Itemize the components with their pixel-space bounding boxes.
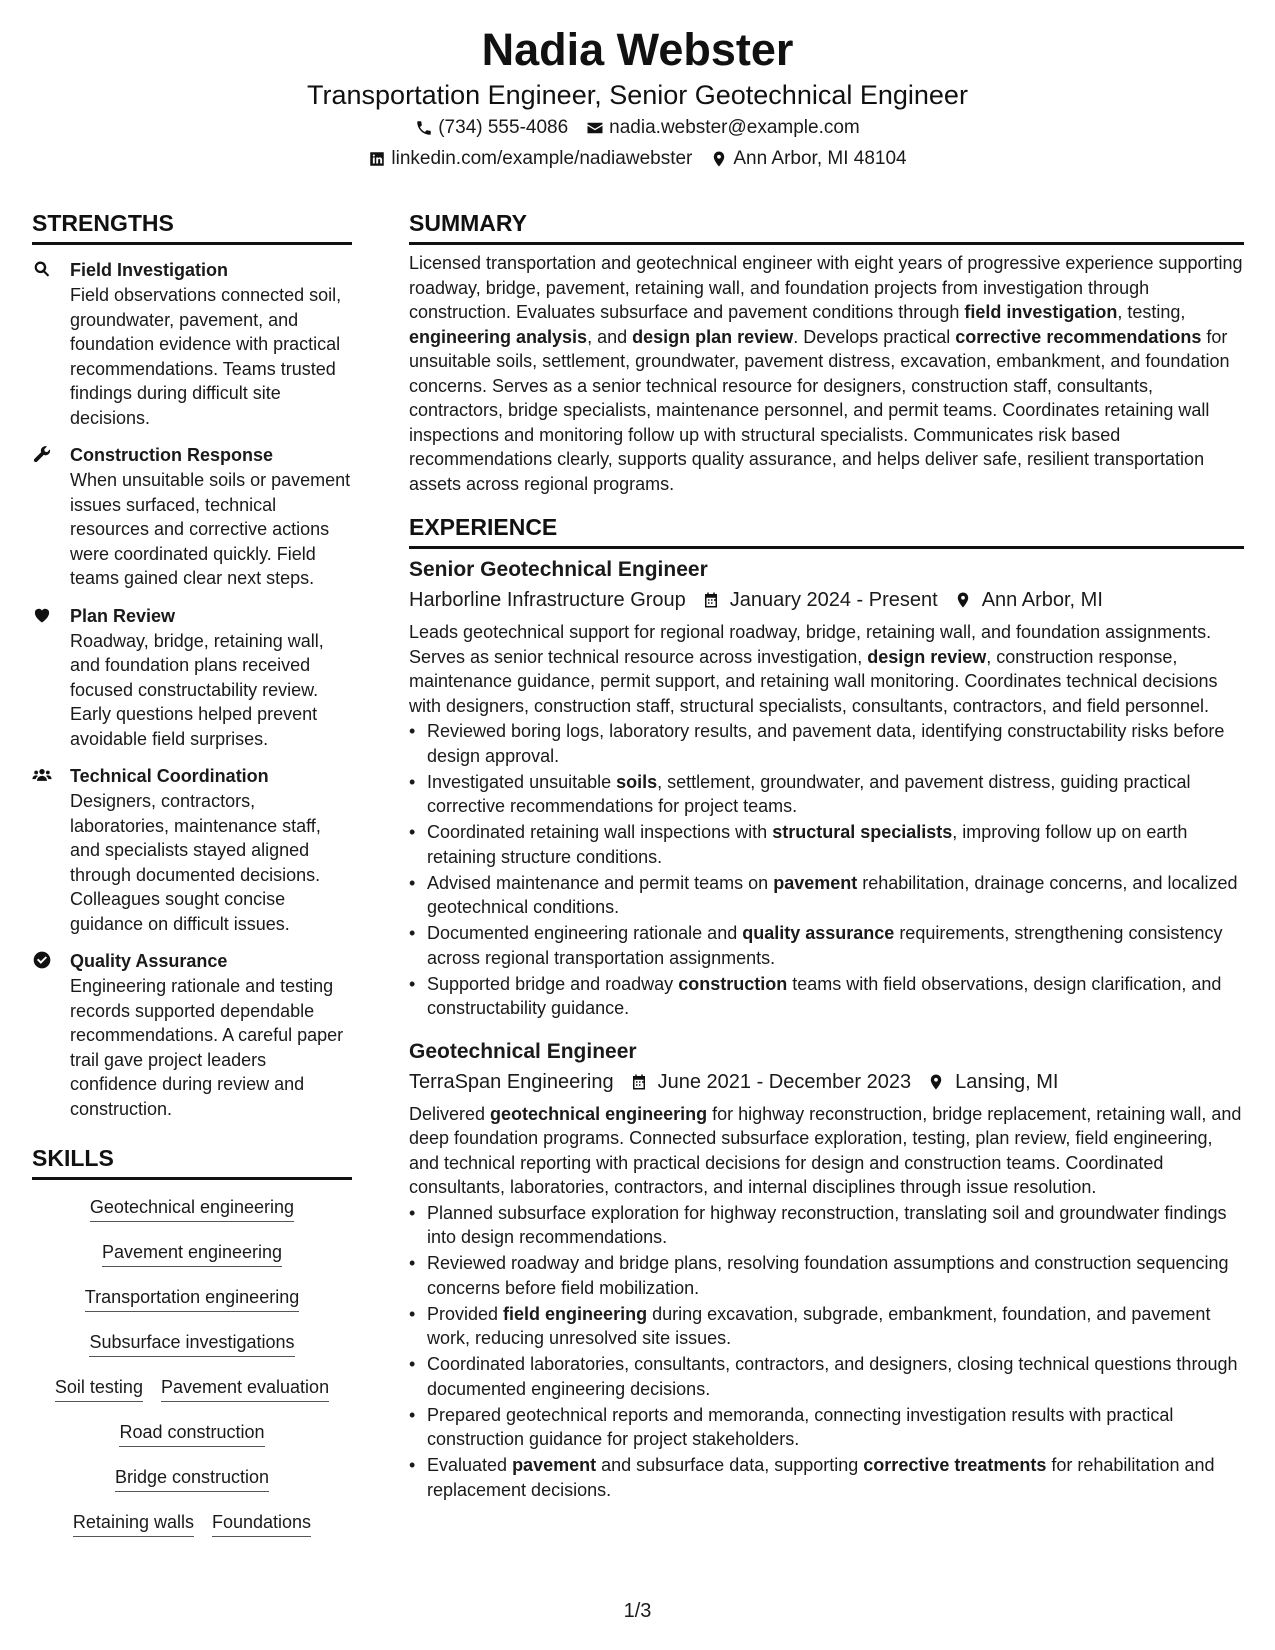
strength-description: Roadway, bridge, retaining wall, and foundation plans received focused constructability review. Early questions helped prevent avoidable field surprises. xyxy=(70,630,324,749)
bullet-item: • Documented engineering rationale and quality assurance requirements, strengthening consistency across regional transportation assignments. xyxy=(409,921,1244,970)
candidate-title: Transportation Engineer, Senior Geotechnical Engineer xyxy=(307,80,968,110)
bullet-item: • Prepared geotechnical reports and memoranda, connecting investigation results with practical construction guidance for project stakeholders. xyxy=(409,1403,1244,1452)
search-icon xyxy=(32,259,52,279)
summary-text: Licensed transportation and geotechnical engineer with eight years of progressive experience supporting roadway, bridge, pavement, retaining wall, and foundation projects from investigation through construction. Evaluates subsurface and pavement conditions through field investigation, testing, engineering analysis, and design plan review. Develops practical corrective recommendations for unsuitable soils, settlement, groundwater, pavement distress, excavation, embankment, and foundation concerns. Serves as a senior technical resource for designers, construction staff, consultants, contractors, bridge specialists, maintenance personnel, and permit teams. Coordinates retaining wall inspections and monitoring follow up with structural specialists. Communicates risk based recommendations clearly, supports quality assurance, and helps deliver safe, resilient transportation assets across regional programs. xyxy=(409,253,1243,494)
email-contact[interactable] xyxy=(586,113,860,143)
calendar-icon xyxy=(630,1073,648,1091)
strength-description: Designers, contractors, laboratories, maintenance staff, and specialists stayed aligned through documented decisions. Colleagues sought concise guidance on difficult issues. xyxy=(70,791,321,934)
map-pin-icon xyxy=(710,150,728,168)
strength-title: Construction Response xyxy=(70,445,274,465)
strength-item xyxy=(32,442,352,591)
email-text: nadia.webster@example.com xyxy=(609,117,860,138)
job-description: Delivered geotechnical engineering for highway reconstruction, bridge replacement, retaining wall, and deep foundation programs. Connected subsurface exploration, testing, plan review, field engineering, and technical reporting with practical decisions for design and construction teams. Coordinated consultants, laboratories, contractors, and internal disciplines through issue resolution. xyxy=(409,1103,1242,1197)
job-dates: January 2024 - Present xyxy=(729,589,938,611)
skill-row xyxy=(32,1417,352,1462)
bullet-item: • Reviewed boring logs, laboratory results, and pavement data, identifying constructability risks before design approval. xyxy=(409,719,1244,768)
job-bullets xyxy=(409,1201,1244,1503)
job-description: Leads geotechnical support for regional roadway, bridge, retaining wall, and foundation assignments. Serves as senior technical resource across investigation, design review, construction response, maintenance guidance, permit support, and retaining wall monitoring. Coordinates technical decisions with designers, construction staff, structural specialists, consultants, contractors, and field personnel. xyxy=(409,622,1218,716)
strength-item xyxy=(32,948,352,1121)
job-meta xyxy=(409,585,1244,615)
skill-tag: Subsurface investigations xyxy=(89,1330,294,1357)
skill-tag: Foundations xyxy=(212,1510,311,1537)
contact-row-1 xyxy=(0,113,1275,143)
job-title: Senior Geotechnical Engineer xyxy=(409,558,708,581)
bullet-item: • Evaluated pavement and subsurface data, supporting corrective treatments for rehabilitation and replacement decisions. xyxy=(409,1453,1244,1502)
page-number: 1/3 xyxy=(623,1600,652,1622)
right-column xyxy=(409,208,1244,1504)
job-location: Lansing, MI xyxy=(955,1070,1059,1093)
skills-list xyxy=(32,1192,352,1552)
bullet-item: • Coordinated laboratories, consultants, contractors, and designers, closing technical questions through documented engineering decisions. xyxy=(409,1352,1244,1401)
phone-text: (734) 555-4086 xyxy=(438,117,569,138)
strength-title: Field Investigation xyxy=(70,260,229,280)
heart-icon xyxy=(32,605,52,625)
skill-row xyxy=(32,1327,352,1372)
bullet-item: • Coordinated retaining wall inspections with structural specialists, improving follow up on earth retaining structure conditions. xyxy=(409,820,1244,869)
resume-header xyxy=(0,22,1275,174)
linkedin-contact[interactable] xyxy=(368,144,692,174)
strength-title: Technical Coordination xyxy=(70,766,269,786)
job-title: Geotechnical Engineer xyxy=(409,1039,637,1063)
bullet-item: • Advised maintenance and permit teams on pavement rehabilitation, drainage concerns, and localized geotechnical conditions. xyxy=(409,871,1244,920)
strength-description: When unsuitable soils or pavement issues surfaced, technical resources and corrective actions were coordinated quickly. Field teams gained clear next steps. xyxy=(70,470,351,588)
contact-row-2 xyxy=(0,144,1275,174)
bullet-item: • Supported bridge and roadway construction teams with field observations, design clarification, and constructability guidance. xyxy=(409,972,1244,1021)
skill-tag: Road construction xyxy=(119,1420,264,1447)
left-column xyxy=(32,208,352,1552)
map-pin-icon xyxy=(954,591,972,609)
candidate-name: Nadia Webster xyxy=(481,24,794,75)
company-name: Harborline Infrastructure Group xyxy=(409,589,686,611)
strength-item xyxy=(32,257,352,430)
calendar-icon xyxy=(702,591,720,609)
wrench-icon xyxy=(32,444,52,464)
phone-contact[interactable] xyxy=(415,113,568,143)
bullet-item: • Reviewed roadway and bridge plans, resolving foundation assumptions and construction sequencing concerns before field mobilization. xyxy=(409,1251,1244,1300)
skill-row xyxy=(32,1462,352,1507)
job-meta xyxy=(409,1067,1244,1097)
job-dates: June 2021 - December 2023 xyxy=(657,1070,912,1093)
skills-heading: SKILLS xyxy=(32,1143,352,1180)
skill-tag: Bridge construction xyxy=(115,1465,269,1492)
skill-row xyxy=(32,1237,352,1282)
skill-row xyxy=(32,1282,352,1327)
strength-description: Field observations connected soil, groundwater, pavement, and foundation evidence with practical recommendations. Teams trusted findings during difficult site decisions. xyxy=(70,285,342,428)
check-circle-icon xyxy=(32,950,52,970)
skill-row xyxy=(32,1192,352,1237)
linkedin-icon xyxy=(368,150,386,168)
summary-heading: SUMMARY xyxy=(409,208,1244,245)
job-entry xyxy=(409,1037,1244,1503)
map-pin-icon xyxy=(927,1073,945,1091)
strength-title: Plan Review xyxy=(70,605,176,626)
strength-description: Engineering rationale and testing records supported dependable recommendations. A careful paper trail gave project leaders confidence during review and construction. xyxy=(70,976,344,1119)
phone-icon xyxy=(415,119,433,137)
experience-heading: EXPERIENCE xyxy=(409,512,1244,549)
strength-item xyxy=(32,603,352,752)
bullet-item: • Planned subsurface exploration for highway reconstruction, translating soil and groundwater findings into design recommendations. xyxy=(409,1201,1244,1250)
linkedin-text: linkedin.com/example/nadiawebster xyxy=(391,148,693,169)
envelope-icon xyxy=(586,119,604,137)
job-bullets xyxy=(409,719,1244,1021)
job-entry xyxy=(409,555,1244,1021)
skill-tag: Soil testing xyxy=(55,1375,143,1402)
skill-tag: Geotechnical engineering xyxy=(90,1195,294,1222)
location-text: Ann Arbor, MI 48104 xyxy=(733,148,907,169)
bullet-item: • Investigated unsuitable soils, settlement, groundwater, and pavement distress, guiding practical corrective recommendations for project teams. xyxy=(409,770,1244,819)
strength-title: Quality Assurance xyxy=(70,951,228,971)
strength-item xyxy=(32,763,352,936)
skill-row xyxy=(32,1507,352,1552)
location-contact xyxy=(710,144,906,174)
company-name: TerraSpan Engineering xyxy=(409,1070,614,1093)
skill-tag: Retaining walls xyxy=(73,1510,194,1537)
skill-tag: Pavement evaluation xyxy=(161,1375,329,1402)
skill-tag: Transportation engineering xyxy=(85,1285,299,1312)
job-location: Ann Arbor, MI xyxy=(981,589,1103,611)
skill-row xyxy=(32,1372,352,1417)
strengths-heading: STRENGTHS xyxy=(32,208,352,245)
users-icon xyxy=(32,765,52,785)
bullet-item: • Provided field engineering during excavation, subgrade, embankment, foundation, and pavement work, reducing unresolved site issues. xyxy=(409,1302,1244,1351)
skill-tag: Pavement engineering xyxy=(102,1240,282,1267)
